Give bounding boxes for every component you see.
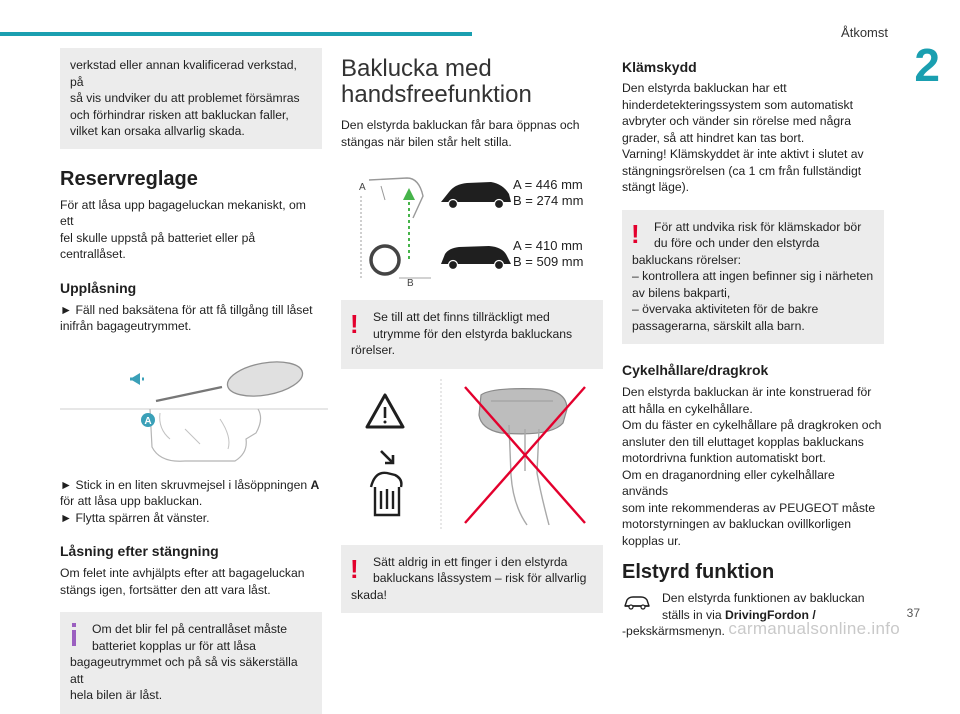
text-line: motordrivna funktion automatiskt bort.	[622, 451, 826, 465]
text-line: Om du fäster en cykelhållare på dragkroken och	[622, 418, 882, 432]
text-line: Den elstyrda bakluckan är inte konstruerad för	[622, 385, 872, 399]
text-line: Varning! Klämskyddet är inte aktivt i slutet av	[622, 147, 864, 161]
section-label: Åtkomst	[841, 25, 888, 40]
section-title-reservreglage: Reservreglage	[60, 167, 198, 190]
subheading-bike-carrier: Cykelhållare/dragkrok	[622, 362, 769, 378]
text-line: Sätt aldrig in ett finger i den elstyrda	[373, 554, 568, 569]
text-line: Om felet inte avhjälpts efter att bagageluckan	[60, 566, 305, 580]
opening-arrow-head	[403, 188, 415, 200]
text-line: rörelser.	[351, 343, 396, 357]
text-line: ansluter den till eluttaget kopplas bakluckans	[622, 434, 864, 449]
subheading-pinch-protection: Klämskydd	[622, 59, 697, 75]
rear-wheel	[371, 246, 399, 274]
chapter-number: 2	[914, 39, 940, 91]
bike-paragraph	[622, 384, 884, 549]
info-icon	[72, 623, 76, 646]
text-line: skada!	[351, 587, 387, 602]
car-settings-icon	[622, 592, 652, 612]
text-part: ► Stick in en liten skruvmejsel i låsöppningen	[60, 477, 311, 492]
direction-arrow-head	[130, 373, 140, 385]
text-line: passagerarna, särskilt alla barn.	[632, 318, 805, 333]
dimension-a-wagon: A = 410 mm	[513, 238, 583, 253]
step-instructions	[60, 477, 322, 527]
unlock-instruction	[60, 302, 322, 335]
warning-triangle-dot	[384, 420, 387, 423]
info-box-central-lock	[60, 612, 322, 714]
text-line: stängas när bilen står helt stilla.	[341, 134, 512, 149]
text-line: – kontrollera att ingen befinner sig i närheten	[632, 269, 874, 283]
note-line: verkstad eller annan kvalificerad verkstad, på	[70, 58, 297, 89]
watermark: carmanualsonline.info	[728, 619, 900, 638]
note-line: och förhindrar risken att bakluckan faller,	[70, 107, 289, 122]
text-line: För att låsa upp bagageluckan mekaniskt, om ett	[60, 197, 306, 228]
dimension-b-wagon: B = 509 mm	[513, 254, 584, 269]
text-line: batteriet kopplas ur för att låsa	[92, 638, 256, 653]
text-line: du före och under den elstyrda	[654, 236, 820, 250]
press-arrow-icon	[381, 451, 393, 463]
text-line: stängningsrörelsen (ca 1 cm från fullständigt	[622, 163, 862, 178]
tailgate-outline	[369, 178, 423, 218]
text-line: kopplas ur.	[622, 533, 681, 548]
text-line: för att låsa upp bakluckan.	[60, 494, 203, 508]
text-line: Den elstyrda bakluckan har ett	[622, 81, 787, 95]
suv-wheel	[495, 200, 504, 209]
title-line: handsfreefunktion	[341, 81, 532, 108]
text-line: grader, så att hindret kan tas bort.	[622, 130, 805, 145]
menu-path: DrivingFordon /	[725, 607, 816, 622]
header-accent-bar	[0, 32, 472, 36]
column-right	[622, 48, 884, 640]
text-line: Den elstyrda funktionen av bakluckan	[662, 591, 865, 605]
lock-mechanism-figure	[60, 349, 330, 467]
text-line: som inte rekommenderas av PEUGEOT måste	[622, 500, 876, 515]
text-line: stängt läge).	[622, 180, 690, 194]
text-line	[60, 477, 322, 494]
wagon-wheel	[449, 261, 458, 270]
tailgate-latch	[479, 388, 567, 433]
section-title-electric-function: Elstyrd funktion	[622, 561, 775, 583]
title-line: Baklucka med	[341, 55, 492, 82]
wagon-wheel	[495, 261, 504, 270]
hand-press-icon	[371, 472, 401, 514]
text-line: ► Fäll ned baksätena för att få tillgång till låset	[60, 302, 313, 317]
figure-marker-a-label: A	[144, 415, 152, 427]
subheading-unlocking: Upplåsning	[60, 279, 137, 296]
figure-label-a: A	[359, 182, 366, 193]
finger-hazard-figure	[341, 375, 603, 535]
figure-label-b: B	[407, 278, 414, 286]
text-line: Om en draganordning eller cykelhållare används	[622, 467, 835, 498]
text-line: hinderdetekteringssystem som automatiskt	[622, 97, 853, 112]
tailgate-dimensions-figure	[341, 166, 603, 286]
text-line: bakluckans låssystem – risk för allvarlig	[373, 571, 587, 585]
suv-car-icon	[441, 182, 511, 202]
text-line: Den elstyrda bakluckan får bara öppnas och	[341, 118, 580, 132]
text-part: ställs in via	[662, 607, 725, 622]
text-line: -pekskärmsmenyn.	[622, 624, 725, 638]
text-line: För att undvika risk för klämskador bör	[654, 219, 862, 234]
warning-icon: !	[350, 553, 359, 584]
intro-paragraph	[60, 197, 322, 263]
opening-label-a: A	[310, 477, 320, 492]
continued-note-box	[60, 48, 322, 149]
text-line: utrymme för den elstyrda bakluckans	[373, 326, 573, 341]
text-line: Om det blir fel på centrallåset måste	[92, 622, 288, 636]
dimension-b-suv: B = 274 mm	[513, 193, 584, 208]
text-line: fel skulle uppstå på batteriet eller på centrallåset.	[60, 230, 256, 261]
note-line: vilket kan orsaka allvarlig skada.	[70, 124, 245, 138]
text-line: – övervaka aktiviteten för de bakre	[632, 302, 819, 316]
warning-icon: !	[631, 218, 640, 249]
intro-paragraph	[341, 117, 603, 150]
text-line: bagageutrymmet och på så vis säkerställa att	[70, 655, 298, 686]
text-line: inifrån bagageutrymmet.	[60, 319, 192, 333]
screwdriver-handle	[225, 356, 305, 401]
text-line: bakluckans rörelser:	[632, 252, 742, 267]
tailgate-detail	[381, 186, 385, 200]
subheading-lock-after-close: Låsning efter stängning	[60, 543, 219, 559]
screwdriver-shaft	[156, 387, 222, 401]
warning-box-finger	[341, 545, 603, 614]
text-line: av bilens bakparti,	[632, 285, 731, 300]
lock-paragraph	[60, 565, 322, 598]
column-left	[60, 48, 322, 714]
pinch-paragraph	[622, 80, 884, 196]
text-line: att hålla en cykelhållare.	[622, 401, 753, 416]
warning-box-pinch	[622, 210, 884, 345]
text-line: ► Flytta spärren åt vänster.	[60, 510, 210, 525]
warning-box-space	[341, 300, 603, 369]
page-number: 37	[906, 606, 920, 620]
text-line: Se till att det finns tillräckligt med	[373, 310, 550, 324]
suv-wheel	[449, 200, 458, 209]
lock-detail	[160, 413, 229, 449]
note-line: så vis undviker du att problemet försämras	[70, 91, 300, 105]
column-middle	[341, 48, 603, 613]
dimension-a-suv: A = 446 mm	[513, 177, 583, 192]
warning-icon: !	[350, 309, 359, 339]
text-line: hela bilen är låst.	[70, 688, 163, 702]
text-line: motorstyrningen av bakluckan ovillkorligen	[622, 517, 851, 531]
text-line: avbryter och vänder sin rörelse med några	[622, 114, 851, 128]
text-line: stängs igen, fortsätter den att vara låst.	[60, 582, 271, 597]
section-title-handsfree	[341, 56, 603, 108]
